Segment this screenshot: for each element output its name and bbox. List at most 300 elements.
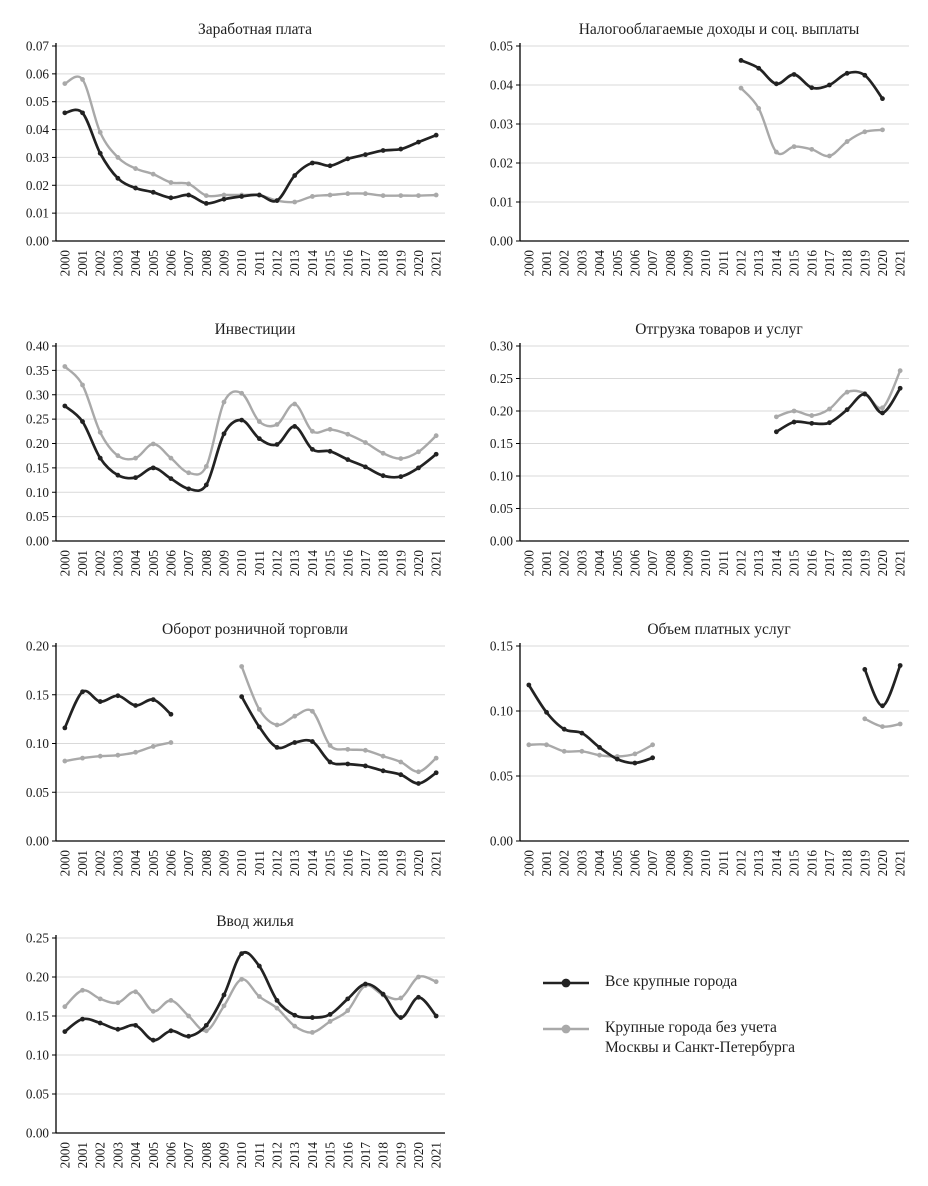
data-point bbox=[845, 407, 850, 412]
data-point bbox=[98, 996, 103, 1001]
data-point bbox=[62, 1029, 67, 1034]
y-tick-label: 0.05 bbox=[25, 1086, 49, 1102]
chart-investments-plot bbox=[10, 339, 464, 594]
x-tick-label: 2009 bbox=[680, 550, 696, 577]
data-point bbox=[328, 743, 333, 748]
y-tick-label: 0.15 bbox=[25, 1008, 49, 1024]
data-point bbox=[204, 201, 209, 206]
data-point bbox=[257, 964, 262, 969]
series-line bbox=[65, 976, 436, 1032]
x-tick-label: 2011 bbox=[251, 850, 267, 876]
data-point bbox=[328, 427, 333, 432]
x-tick-label: 2014 bbox=[768, 850, 784, 877]
legend-label: Все крупные города bbox=[605, 973, 738, 990]
x-tick-label: 2018 bbox=[375, 550, 391, 577]
data-point bbox=[115, 176, 120, 181]
y-tick-label: 0.00 bbox=[25, 233, 49, 249]
x-tick-label: 2015 bbox=[322, 850, 338, 877]
data-point bbox=[257, 725, 262, 730]
chart-canvas bbox=[10, 39, 454, 289]
chart-title: Оборот розничной торговли bbox=[162, 621, 348, 638]
x-tick-label: 2006 bbox=[163, 1142, 179, 1169]
data-point bbox=[398, 1015, 403, 1020]
x-tick-label: 2010 bbox=[234, 850, 250, 877]
x-tick-label: 2004 bbox=[128, 850, 144, 877]
data-point bbox=[115, 1027, 120, 1032]
data-point bbox=[98, 754, 103, 759]
data-point bbox=[80, 419, 85, 424]
x-tick-label: 2005 bbox=[145, 1142, 161, 1169]
data-point bbox=[186, 181, 191, 186]
data-point bbox=[151, 1009, 156, 1014]
x-tick-label: 2012 bbox=[269, 250, 285, 277]
chart-canvas bbox=[474, 339, 918, 589]
x-tick-label: 2000 bbox=[57, 250, 73, 277]
data-point bbox=[222, 197, 227, 202]
x-tick-label: 2005 bbox=[609, 250, 625, 277]
x-tick-label: 2021 bbox=[892, 550, 908, 577]
y-tick-label: 0.05 bbox=[489, 768, 513, 784]
y-tick-label: 0.15 bbox=[25, 460, 49, 476]
x-tick-label: 2018 bbox=[839, 550, 855, 577]
data-point bbox=[169, 740, 174, 745]
data-point bbox=[257, 436, 262, 441]
data-point bbox=[115, 753, 120, 758]
data-point bbox=[204, 1023, 209, 1028]
x-tick-label: 2018 bbox=[839, 250, 855, 277]
data-point bbox=[310, 447, 315, 452]
data-point bbox=[381, 451, 386, 456]
legend-dot bbox=[562, 979, 571, 988]
y-tick-label: 0.03 bbox=[25, 149, 49, 165]
data-point bbox=[115, 453, 120, 458]
data-point bbox=[169, 180, 174, 185]
data-point bbox=[292, 424, 297, 429]
data-point bbox=[650, 742, 655, 747]
data-point bbox=[862, 73, 867, 78]
chart-canvas bbox=[10, 339, 454, 589]
data-point bbox=[186, 486, 191, 491]
y-tick-label: 0.04 bbox=[25, 122, 49, 138]
data-point bbox=[133, 703, 138, 708]
data-point bbox=[756, 66, 761, 71]
data-point bbox=[80, 756, 85, 761]
series-line bbox=[65, 952, 436, 1040]
data-point bbox=[328, 1019, 333, 1024]
data-point bbox=[862, 129, 867, 134]
data-point bbox=[416, 769, 421, 774]
x-tick-label: 2016 bbox=[804, 250, 820, 277]
data-point bbox=[62, 110, 67, 115]
data-point bbox=[292, 740, 297, 745]
data-point bbox=[169, 712, 174, 717]
y-tick-label: 0.00 bbox=[489, 533, 513, 549]
data-point bbox=[544, 710, 549, 715]
data-point bbox=[292, 714, 297, 719]
data-point bbox=[398, 193, 403, 198]
x-tick-label: 2014 bbox=[304, 550, 320, 577]
data-point bbox=[80, 77, 85, 82]
data-point bbox=[222, 193, 227, 198]
legend-marker-canvas bbox=[543, 977, 589, 989]
x-tick-label: 2007 bbox=[645, 850, 661, 877]
x-tick-label: 2017 bbox=[357, 1142, 373, 1169]
data-point bbox=[133, 750, 138, 755]
x-tick-label: 2019 bbox=[857, 250, 873, 277]
data-point bbox=[222, 1003, 227, 1008]
data-point bbox=[633, 752, 638, 757]
x-tick-label: 2005 bbox=[145, 250, 161, 277]
data-point bbox=[739, 86, 744, 91]
x-tick-label: 2003 bbox=[110, 1142, 126, 1169]
y-tick-label: 0.15 bbox=[489, 639, 513, 654]
data-point bbox=[774, 429, 779, 434]
y-tick-label: 0.01 bbox=[25, 205, 49, 221]
x-tick-label: 2021 bbox=[428, 1142, 444, 1169]
x-tick-label: 2019 bbox=[857, 850, 873, 877]
data-point bbox=[186, 470, 191, 475]
y-tick-label: 0.35 bbox=[25, 362, 49, 378]
x-tick-label: 2004 bbox=[592, 850, 608, 877]
data-point bbox=[292, 173, 297, 178]
data-point bbox=[151, 744, 156, 749]
x-tick-label: 2016 bbox=[340, 1142, 356, 1169]
data-point bbox=[169, 195, 174, 200]
data-point bbox=[310, 1015, 315, 1020]
chart-title: Налогооблагаемые доходы и соц. выплаты bbox=[578, 21, 860, 38]
data-point bbox=[434, 133, 439, 138]
data-point bbox=[345, 156, 350, 161]
data-point bbox=[98, 430, 103, 435]
series-line bbox=[65, 367, 436, 475]
y-tick-label: 0.15 bbox=[489, 436, 513, 451]
y-tick-label: 0.30 bbox=[25, 387, 49, 403]
data-point bbox=[239, 694, 244, 699]
data-point bbox=[62, 759, 67, 764]
data-point bbox=[398, 147, 403, 152]
y-tick-label: 0.05 bbox=[489, 501, 513, 516]
x-tick-label: 2021 bbox=[428, 850, 444, 877]
data-point bbox=[416, 449, 421, 454]
data-point bbox=[416, 781, 421, 786]
y-tick-label: 0.03 bbox=[489, 116, 513, 132]
x-tick-label: 2001 bbox=[75, 850, 91, 877]
data-point bbox=[98, 1021, 103, 1026]
x-tick-label: 2019 bbox=[393, 250, 409, 277]
data-point bbox=[827, 154, 832, 159]
data-point bbox=[345, 432, 350, 437]
x-tick-label: 2010 bbox=[234, 550, 250, 577]
data-point bbox=[292, 402, 297, 407]
data-point bbox=[292, 200, 297, 205]
data-point bbox=[434, 979, 439, 984]
x-tick-label: 2002 bbox=[556, 550, 572, 577]
x-tick-label: 2000 bbox=[521, 850, 537, 877]
x-tick-label: 2020 bbox=[410, 550, 426, 577]
x-tick-label: 2006 bbox=[163, 250, 179, 277]
x-tick-label: 2007 bbox=[181, 850, 197, 877]
x-tick-label: 2008 bbox=[198, 850, 214, 877]
x-tick-label: 2010 bbox=[234, 250, 250, 277]
x-tick-label: 2012 bbox=[733, 850, 749, 877]
data-point bbox=[169, 1028, 174, 1033]
x-tick-label: 2004 bbox=[128, 1142, 144, 1169]
data-point bbox=[133, 1023, 138, 1028]
data-point bbox=[115, 1000, 120, 1005]
data-point bbox=[115, 693, 120, 698]
data-point bbox=[328, 193, 333, 198]
data-point bbox=[151, 172, 156, 177]
x-tick-label: 2013 bbox=[287, 850, 303, 877]
x-tick-label: 2006 bbox=[627, 850, 643, 877]
data-point bbox=[615, 757, 620, 762]
chart-goods-services-shipment-plot bbox=[474, 339, 928, 594]
x-tick-label: 2009 bbox=[680, 850, 696, 877]
chart-title: Объем платных услуг bbox=[647, 621, 791, 638]
data-point bbox=[98, 130, 103, 135]
y-tick-label: 0.25 bbox=[489, 371, 513, 386]
legend-item-excl-moscow-spb bbox=[543, 1018, 928, 1058]
chart-title: Ввод жилья bbox=[216, 913, 294, 930]
data-point bbox=[809, 85, 814, 90]
x-tick-label: 2003 bbox=[110, 850, 126, 877]
x-tick-label: 2010 bbox=[234, 1142, 250, 1169]
x-tick-label: 2009 bbox=[216, 850, 232, 877]
y-tick-label: 0.20 bbox=[25, 436, 49, 451]
data-point bbox=[363, 982, 368, 987]
data-point bbox=[257, 419, 262, 424]
data-point bbox=[363, 191, 368, 196]
data-point bbox=[133, 186, 138, 191]
x-tick-label: 2013 bbox=[287, 550, 303, 577]
x-tick-label: 2011 bbox=[715, 550, 731, 576]
data-point bbox=[562, 749, 567, 754]
chart-retail-trade-turnover bbox=[0, 600, 464, 892]
x-tick-label: 2004 bbox=[128, 250, 144, 277]
data-point bbox=[239, 664, 244, 669]
data-point bbox=[579, 749, 584, 754]
x-tick-label: 2015 bbox=[786, 250, 802, 277]
data-point bbox=[310, 161, 315, 166]
data-point bbox=[222, 431, 227, 436]
y-tick-label: 0.10 bbox=[489, 703, 513, 719]
x-tick-label: 2003 bbox=[110, 550, 126, 577]
x-tick-label: 2014 bbox=[304, 250, 320, 277]
data-point bbox=[363, 440, 368, 445]
x-tick-label: 2001 bbox=[539, 850, 555, 877]
x-tick-label: 2002 bbox=[556, 850, 572, 877]
y-tick-label: 0.05 bbox=[25, 94, 49, 110]
data-point bbox=[239, 194, 244, 199]
data-point bbox=[774, 414, 779, 419]
data-point bbox=[416, 193, 421, 198]
x-tick-label: 2008 bbox=[662, 850, 678, 877]
x-tick-label: 2002 bbox=[92, 250, 108, 277]
chart-housing-construction-plot bbox=[10, 931, 464, 1186]
data-point bbox=[186, 193, 191, 198]
data-point bbox=[310, 739, 315, 744]
data-point bbox=[434, 193, 439, 198]
x-tick-label: 2015 bbox=[786, 850, 802, 877]
x-tick-label: 2019 bbox=[393, 550, 409, 577]
data-point bbox=[133, 989, 138, 994]
data-point bbox=[151, 1038, 156, 1043]
x-tick-label: 2020 bbox=[410, 850, 426, 877]
chart-wages bbox=[0, 0, 464, 300]
x-tick-label: 2012 bbox=[269, 850, 285, 877]
series-line bbox=[741, 60, 883, 98]
x-tick-label: 2006 bbox=[163, 850, 179, 877]
series-line bbox=[65, 77, 436, 203]
data-point bbox=[880, 411, 885, 416]
data-point bbox=[62, 726, 67, 731]
x-tick-label: 2015 bbox=[322, 550, 338, 577]
data-point bbox=[434, 452, 439, 457]
y-tick-label: 0.00 bbox=[25, 1125, 49, 1141]
x-tick-label: 2019 bbox=[393, 1142, 409, 1169]
data-point bbox=[756, 106, 761, 111]
x-tick-label: 2021 bbox=[892, 250, 908, 277]
x-tick-label: 2018 bbox=[375, 850, 391, 877]
data-point bbox=[862, 667, 867, 672]
data-point bbox=[62, 81, 67, 86]
legend-dot bbox=[562, 1025, 571, 1034]
data-point bbox=[381, 193, 386, 198]
legend-marker-canvas bbox=[543, 1023, 589, 1035]
data-point bbox=[880, 96, 885, 101]
x-tick-label: 2001 bbox=[539, 550, 555, 577]
x-tick-label: 2018 bbox=[839, 850, 855, 877]
legend-line-dot-icon bbox=[543, 1022, 589, 1034]
data-point bbox=[597, 745, 602, 750]
chart-canvas bbox=[10, 639, 454, 889]
x-tick-label: 2000 bbox=[521, 250, 537, 277]
x-tick-label: 2017 bbox=[357, 250, 373, 277]
x-tick-label: 2013 bbox=[287, 250, 303, 277]
x-tick-label: 2010 bbox=[698, 850, 714, 877]
x-tick-label: 2009 bbox=[216, 550, 232, 577]
x-tick-label: 2013 bbox=[751, 550, 767, 577]
y-tick-label: 0.40 bbox=[25, 339, 49, 354]
x-tick-label: 2011 bbox=[715, 850, 731, 876]
legend-item-all-cities bbox=[543, 972, 928, 992]
chart-goods-services-shipment bbox=[464, 300, 928, 600]
data-point bbox=[292, 1013, 297, 1018]
data-point bbox=[544, 742, 549, 747]
x-tick-label: 2012 bbox=[733, 250, 749, 277]
data-point bbox=[186, 1014, 191, 1019]
data-point bbox=[792, 144, 797, 149]
data-point bbox=[98, 151, 103, 156]
data-point bbox=[80, 1017, 85, 1022]
x-tick-label: 2005 bbox=[609, 850, 625, 877]
data-point bbox=[398, 474, 403, 479]
x-tick-label: 2020 bbox=[874, 850, 890, 877]
series-line bbox=[865, 666, 900, 706]
x-tick-label: 2008 bbox=[662, 250, 678, 277]
x-tick-label: 2012 bbox=[269, 550, 285, 577]
x-tick-label: 2007 bbox=[181, 1142, 197, 1169]
data-point bbox=[239, 391, 244, 396]
data-point bbox=[151, 697, 156, 702]
x-tick-label: 2012 bbox=[269, 1142, 285, 1169]
data-point bbox=[275, 745, 280, 750]
y-tick-label: 0.04 bbox=[489, 77, 513, 93]
x-tick-label: 2007 bbox=[181, 250, 197, 277]
data-point bbox=[434, 1014, 439, 1019]
data-point bbox=[98, 699, 103, 704]
x-tick-label: 2010 bbox=[698, 250, 714, 277]
data-point bbox=[398, 996, 403, 1001]
x-tick-label: 2016 bbox=[340, 850, 356, 877]
data-point bbox=[169, 476, 174, 481]
data-point bbox=[204, 193, 209, 198]
data-point bbox=[633, 761, 638, 766]
x-tick-label: 2006 bbox=[627, 250, 643, 277]
data-point bbox=[222, 993, 227, 998]
series-line bbox=[242, 667, 437, 772]
data-point bbox=[222, 400, 227, 405]
data-point bbox=[328, 1012, 333, 1017]
data-point bbox=[345, 191, 350, 196]
data-point bbox=[827, 407, 832, 412]
x-tick-label: 2015 bbox=[322, 250, 338, 277]
x-tick-label: 2006 bbox=[163, 550, 179, 577]
data-point bbox=[381, 992, 386, 997]
data-point bbox=[845, 71, 850, 76]
x-tick-label: 2001 bbox=[75, 1142, 91, 1169]
x-tick-label: 2002 bbox=[92, 550, 108, 577]
chart-canvas bbox=[10, 931, 454, 1181]
data-point bbox=[169, 456, 174, 461]
data-point bbox=[328, 163, 333, 168]
x-tick-label: 2003 bbox=[574, 550, 590, 577]
data-point bbox=[345, 1008, 350, 1013]
legend-line-dot-icon bbox=[543, 976, 589, 988]
data-point bbox=[133, 456, 138, 461]
x-tick-label: 2007 bbox=[645, 550, 661, 577]
y-tick-label: 0.00 bbox=[489, 833, 513, 849]
data-point bbox=[416, 465, 421, 470]
x-tick-label: 2008 bbox=[198, 550, 214, 577]
y-tick-label: 0.05 bbox=[25, 509, 49, 525]
x-tick-label: 2015 bbox=[322, 1142, 338, 1169]
chart-housing-construction bbox=[0, 892, 464, 1184]
chart-title: Заработная плата bbox=[197, 21, 312, 38]
data-point bbox=[275, 998, 280, 1003]
data-point bbox=[62, 404, 67, 409]
x-tick-label: 2006 bbox=[627, 550, 643, 577]
data-point bbox=[792, 420, 797, 425]
series-line bbox=[741, 88, 883, 156]
y-tick-label: 0.15 bbox=[25, 687, 49, 703]
data-point bbox=[774, 81, 779, 86]
data-point bbox=[381, 473, 386, 478]
x-tick-label: 2017 bbox=[821, 850, 837, 877]
y-tick-label: 0.20 bbox=[25, 639, 49, 654]
data-point bbox=[845, 390, 850, 395]
series-line bbox=[242, 697, 437, 784]
x-tick-label: 2017 bbox=[357, 550, 373, 577]
data-point bbox=[98, 456, 103, 461]
x-tick-label: 2009 bbox=[216, 250, 232, 277]
data-point bbox=[416, 140, 421, 145]
y-tick-label: 0.07 bbox=[25, 39, 49, 54]
x-tick-label: 2020 bbox=[874, 250, 890, 277]
data-point bbox=[416, 975, 421, 980]
x-tick-label: 2007 bbox=[181, 550, 197, 577]
data-point bbox=[827, 83, 832, 88]
